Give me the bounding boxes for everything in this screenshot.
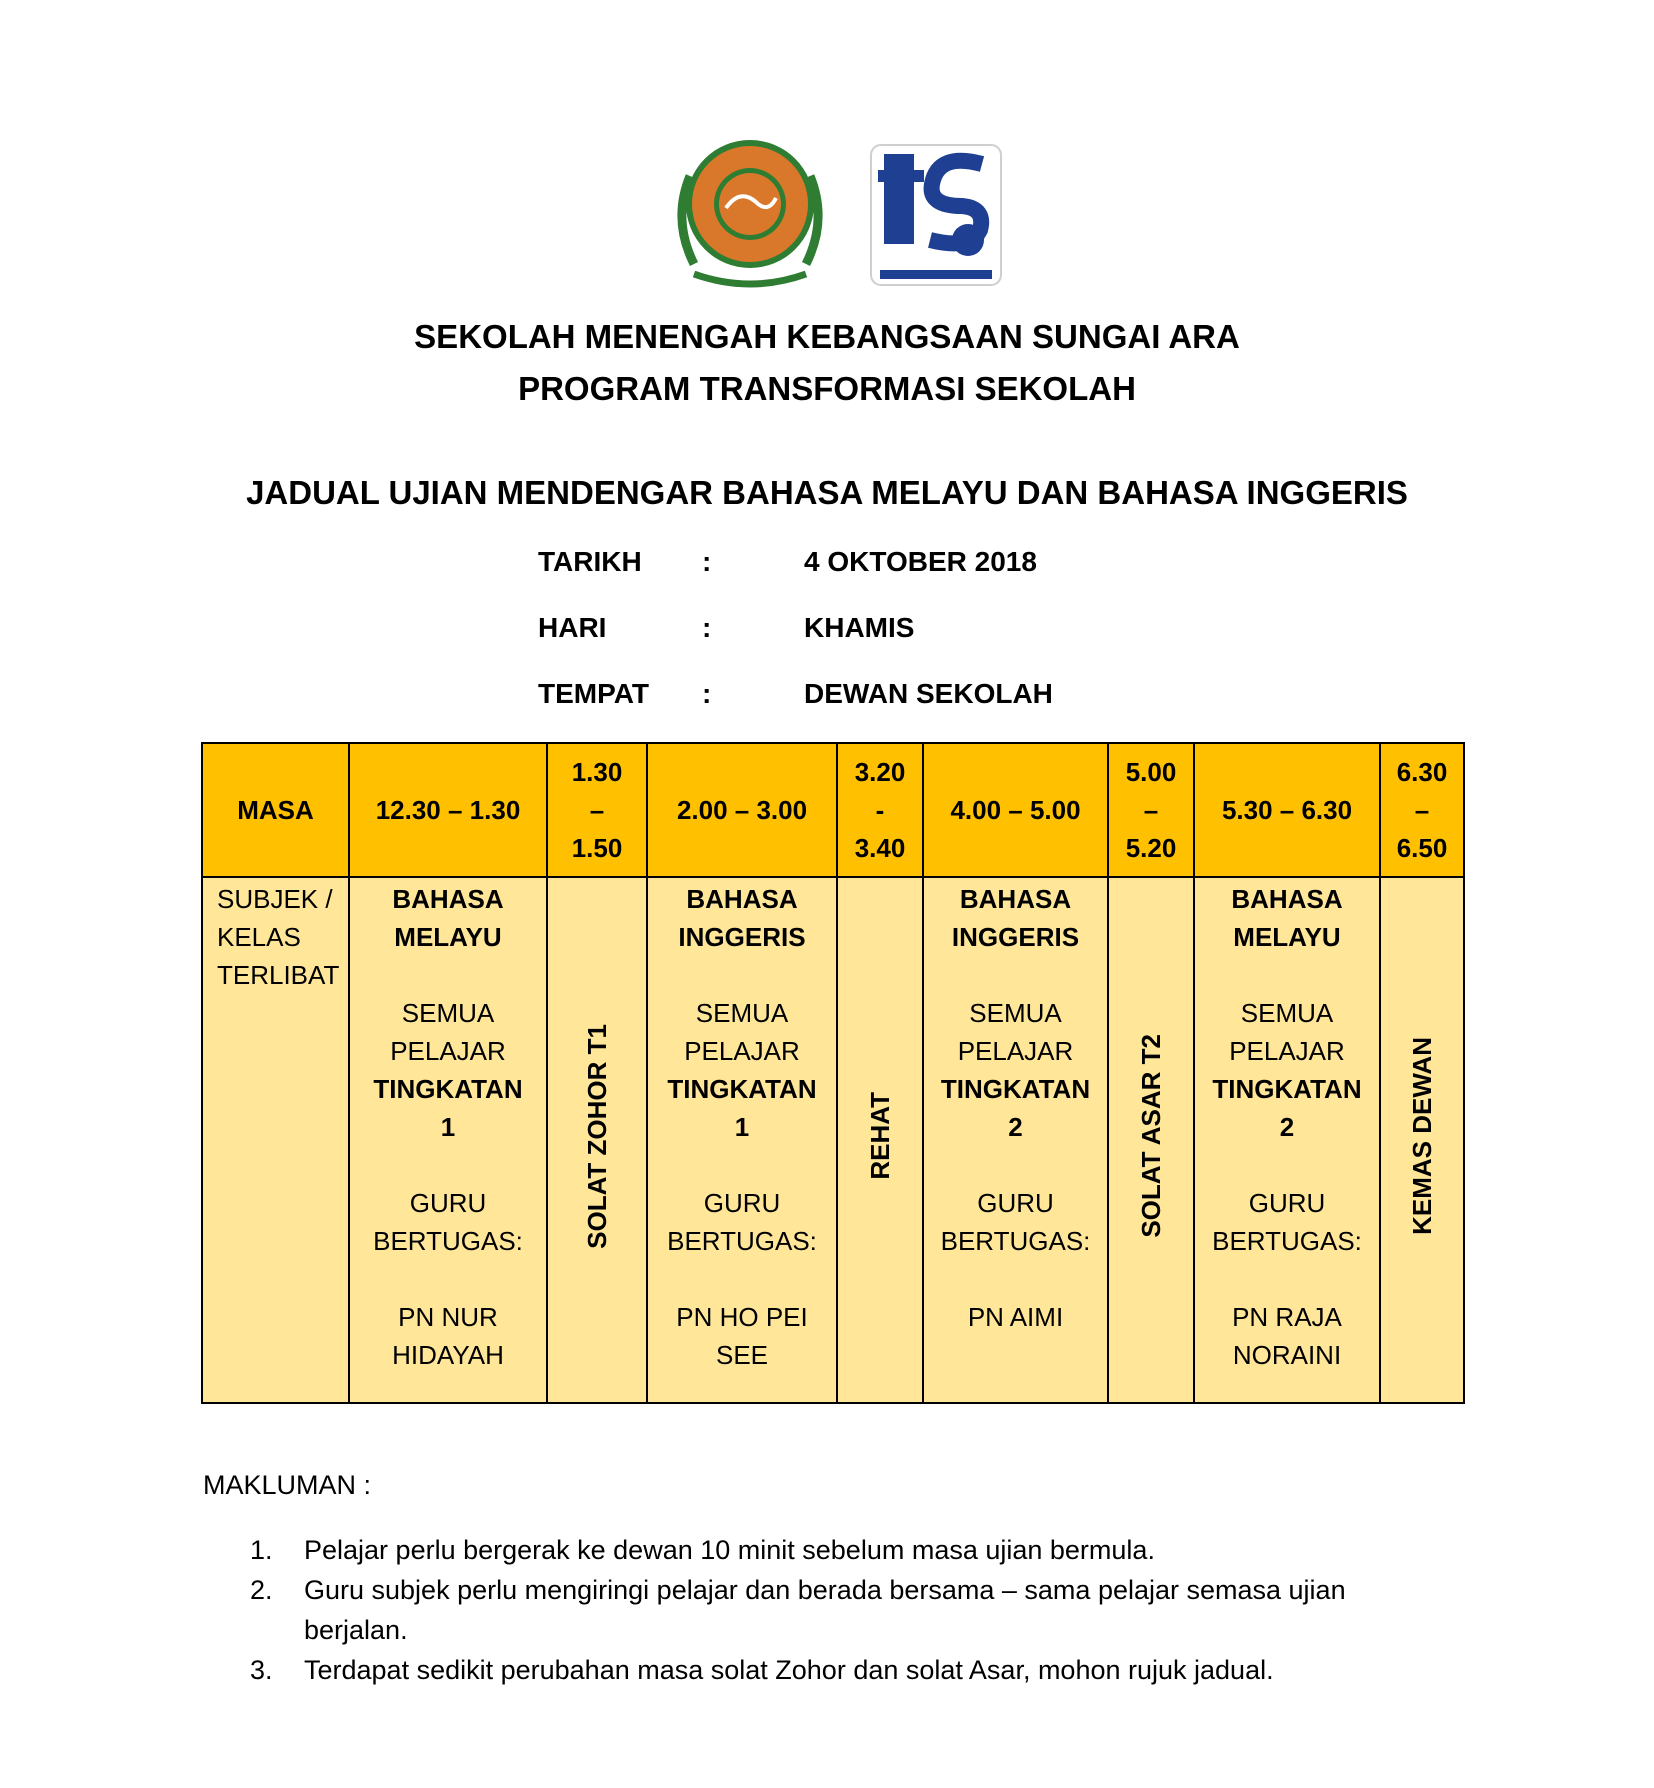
session-cell-3 xyxy=(923,877,1108,1403)
time-part: 6.30 xyxy=(1396,757,1448,787)
time-slot-4: 5.30 – 6.30 xyxy=(1194,743,1380,877)
break-cell-rehat xyxy=(837,877,923,1403)
semua-text: SEMUA xyxy=(1240,998,1334,1028)
subject-name: MELAYU xyxy=(1233,922,1341,952)
break-label: SOLAT ZOHOR T1 xyxy=(582,1023,612,1249)
tingkatan-number: 2 xyxy=(1279,1112,1295,1142)
subject-name: BAHASA xyxy=(959,884,1072,914)
time-part: 1.50 xyxy=(571,833,623,863)
break-cell-kemas xyxy=(1380,877,1464,1403)
semua-text: PELAJAR xyxy=(684,1036,800,1066)
row-label-cell xyxy=(202,877,349,1403)
note-text: Pelajar perlu bergerak ke dewan 10 minit sebelum masa ujian bermula. xyxy=(304,1535,1155,1565)
info-colon: : xyxy=(702,546,712,577)
guru-text: BERTUGAS: xyxy=(667,1226,817,1256)
break-cell-asar xyxy=(1108,877,1194,1403)
note-item xyxy=(250,1650,1410,1690)
subject-name: BAHASA xyxy=(1231,884,1343,914)
school-name: SEKOLAH MENENGAH KEBANGSAAN SUNGAI ARA xyxy=(414,318,1240,355)
teacher-name: PN HO PEI xyxy=(676,1302,808,1332)
info-colon: : xyxy=(702,612,712,643)
time-slot-3: 4.00 – 5.00 xyxy=(923,743,1108,877)
semua-text: SEMUA xyxy=(969,998,1062,1028)
break-time-2 xyxy=(837,743,923,877)
teacher-name: PN NUR xyxy=(398,1302,498,1332)
time-part: – xyxy=(1143,795,1159,825)
break-time-3 xyxy=(1108,743,1194,877)
note-number: 3. xyxy=(250,1655,273,1685)
ts25-logo xyxy=(870,144,1002,286)
subject-name: MELAYU xyxy=(394,922,502,952)
guru-text: GURU xyxy=(409,1188,487,1218)
note-item xyxy=(250,1530,1410,1570)
tingkatan-number: 1 xyxy=(440,1112,456,1142)
info-value: DEWAN SEKOLAH xyxy=(804,678,1053,709)
break-label: REHAT xyxy=(865,1092,895,1180)
info-label: TARIKH xyxy=(538,546,642,577)
teacher-name: PN RAJA xyxy=(1232,1302,1342,1332)
notes-list xyxy=(250,1530,1410,1690)
time-part: 5.00 xyxy=(1125,757,1177,787)
semua-text: SEMUA xyxy=(401,998,495,1028)
info-value: 4 OKTOBER 2018 xyxy=(804,546,1037,577)
note-number: 1. xyxy=(250,1535,273,1565)
time-part: – xyxy=(1414,795,1430,825)
info-row-tarikh xyxy=(0,546,1654,586)
teacher-name: SEE xyxy=(715,1340,769,1370)
info-row-hari xyxy=(0,612,1654,652)
info-row-tempat xyxy=(0,678,1654,718)
subject-name: BAHASA xyxy=(686,884,798,914)
time-slot-2: 2.00 – 3.00 xyxy=(647,743,837,877)
break-time-1 xyxy=(547,743,647,877)
break-label: SOLAT ASAR T2 xyxy=(1136,1034,1166,1238)
break-cell-zohor xyxy=(547,877,647,1403)
note-number: 2. xyxy=(250,1575,273,1605)
note-text: Terdapat sedikit perubahan masa solat Zohor dan solat Asar, mohon rujuk jadual. xyxy=(304,1655,1274,1685)
guru-text: BERTUGAS: xyxy=(373,1226,523,1256)
masa-header: MASA xyxy=(202,743,349,877)
semua-text: PELAJAR xyxy=(957,1036,1074,1066)
teacher-name: NORAINI xyxy=(1232,1340,1342,1370)
schedule-table xyxy=(201,742,1465,1404)
time-part: – xyxy=(589,795,605,825)
info-colon: : xyxy=(702,678,712,709)
note-text: Guru subjek perlu mengiringi pelajar dan berada bersama – sama pelajar semasa ujian berjalan. xyxy=(304,1575,1346,1645)
break-label: KEMAS DEWAN xyxy=(1407,1037,1437,1235)
tingkatan-text: TINGKATAN xyxy=(940,1074,1091,1104)
time-part: 6.50 xyxy=(1396,833,1448,863)
teacher-name: HIDAYAH xyxy=(392,1340,504,1370)
break-time-4 xyxy=(1380,743,1464,877)
subject-name: INGGERIS xyxy=(951,922,1080,952)
semua-text: PELAJAR xyxy=(1229,1036,1345,1066)
note-item xyxy=(250,1570,1410,1650)
guru-text: GURU xyxy=(977,1188,1054,1218)
session-cell-2 xyxy=(647,877,837,1403)
logo-row xyxy=(0,124,1654,296)
time-part: 5.20 xyxy=(1125,833,1177,863)
row-label-line: TERLIBAT xyxy=(217,960,340,990)
tingkatan-text: TINGKATAN xyxy=(373,1074,523,1104)
info-label: HARI xyxy=(538,612,607,643)
guru-text: GURU xyxy=(1248,1188,1326,1218)
program-name: PROGRAM TRANSFORMASI SEKOLAH xyxy=(518,370,1136,407)
time-slot-1: 12.30 – 1.30 xyxy=(349,743,547,877)
notes-heading: MAKLUMAN : xyxy=(203,1470,372,1500)
semua-text: SEMUA xyxy=(695,998,789,1028)
guru-text: BERTUGAS: xyxy=(1212,1226,1362,1256)
row-label-line: KELAS xyxy=(217,922,301,952)
info-value: KHAMIS xyxy=(804,612,915,643)
tingkatan-text: TINGKATAN xyxy=(1212,1074,1362,1104)
subject-row xyxy=(202,877,1464,1403)
semua-text: PELAJAR xyxy=(390,1036,506,1066)
row-label-line: SUBJEK / xyxy=(217,884,333,914)
guru-text: BERTUGAS: xyxy=(940,1226,1091,1256)
teacher-name: PN AIMI xyxy=(967,1302,1064,1332)
session-cell-1 xyxy=(349,877,547,1403)
time-part: - xyxy=(875,795,885,825)
tingkatan-text: TINGKATAN xyxy=(667,1074,817,1104)
guru-text: GURU xyxy=(703,1188,781,1218)
subject-name: INGGERIS xyxy=(678,922,806,952)
time-part: 1.30 xyxy=(571,757,623,787)
school-crest-logo xyxy=(664,124,836,296)
info-label: TEMPAT xyxy=(538,678,649,709)
session-cell-4 xyxy=(1194,877,1380,1403)
time-part: 3.40 xyxy=(854,833,906,863)
tingkatan-number: 2 xyxy=(1008,1112,1023,1142)
time-part: 3.20 xyxy=(854,757,906,787)
subject-name: BAHASA xyxy=(392,884,504,914)
tingkatan-number: 1 xyxy=(734,1112,750,1142)
document-title: JADUAL UJIAN MENDENGAR BAHASA MELAYU DAN BAHASA INGGERIS xyxy=(246,474,1408,511)
time-header-row xyxy=(202,743,1464,877)
